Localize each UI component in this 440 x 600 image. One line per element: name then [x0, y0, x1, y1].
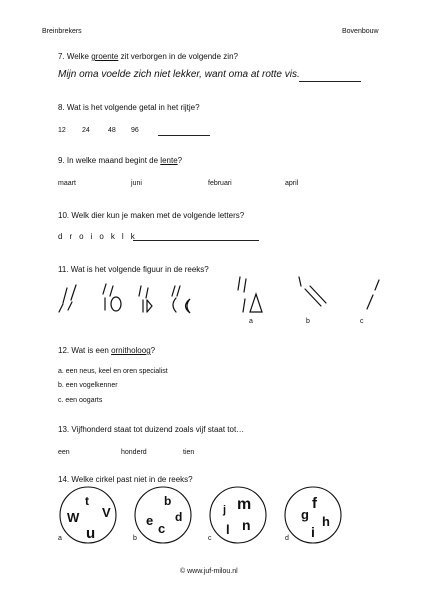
header-right: Bovenbouw	[342, 28, 379, 35]
q12-option[interactable]: b. een vogelkenner	[58, 382, 118, 389]
q14-letter: V	[102, 505, 111, 520]
q14-letter: t	[85, 494, 89, 508]
q8-number: 96	[131, 127, 139, 134]
q14-letter: f	[312, 495, 317, 512]
q11-figure-3	[139, 286, 152, 312]
q14-letter: i	[311, 524, 315, 540]
q10-answer-line[interactable]	[133, 240, 259, 241]
q13-option[interactable]: een	[58, 449, 70, 456]
q9-option[interactable]: juni	[131, 180, 142, 187]
question-13: 13. Vijfhonderd staat tot duizend zoals vijf staat tot…	[58, 425, 245, 434]
q11-label: b	[306, 318, 310, 325]
q11-label: a	[249, 318, 253, 325]
q12-suffix: ?	[150, 346, 156, 355]
q14-label: b	[133, 535, 137, 542]
q7-prefix: 7. Welke	[58, 52, 92, 61]
q14-letter: c	[158, 521, 166, 536]
q8-number: 24	[82, 127, 90, 134]
q14-letter: b	[164, 494, 172, 508]
q14-label: d	[285, 535, 289, 542]
footer-copyright: © www.juf-milou.nl	[180, 568, 238, 575]
q7-suffix: zit verborgen in de volgende zin?	[118, 52, 238, 61]
q14-circles	[0, 482, 440, 552]
q11-option-c-figure[interactable]	[367, 280, 379, 309]
q13-option[interactable]: honderd	[121, 449, 147, 456]
q14-label: a	[58, 535, 62, 542]
q14-letter: u	[86, 525, 96, 542]
q14-letter: e	[146, 513, 154, 528]
q7-highlight: groente	[91, 52, 119, 61]
q14-letter: h	[322, 514, 330, 529]
q9-option[interactable]: maart	[58, 180, 76, 187]
q8-number: 48	[108, 127, 116, 134]
q8-number: 12	[58, 127, 66, 134]
question-14: 14. Welke cirkel past niet in de reeks?	[58, 475, 193, 484]
q7-sentence: Mijn oma voelde zich niet lekker, want oma at rotte vis.	[58, 69, 300, 80]
q7-answer-line[interactable]	[299, 81, 361, 82]
question-9	[58, 156, 182, 165]
q11-figure-4	[172, 286, 190, 313]
q9-option[interactable]: april	[285, 180, 299, 187]
q10-letters: d r o i o k l k	[58, 232, 138, 241]
q11-label: c	[360, 318, 364, 325]
question-10: 10. Welk dier kun je maken met de volgende letters?	[58, 211, 245, 220]
q14-letter: n	[242, 517, 251, 533]
q14-letter: d	[175, 510, 183, 524]
q11-figure-1	[59, 285, 76, 312]
q12-option[interactable]: c. een oogarts	[58, 397, 103, 404]
question-8: 8. Wat is het volgende getal in het rijtje?	[58, 103, 200, 112]
q9-prefix: 9. In welke maand begint de	[58, 156, 161, 165]
q12-prefix: 12. Wat is een	[58, 346, 112, 355]
q11-figure-sequence	[0, 272, 440, 332]
q13-option[interactable]: tien	[183, 449, 195, 456]
q9-suffix: ?	[177, 156, 183, 165]
q12-highlight: ornitholoog	[111, 346, 151, 355]
q14-letter: W	[67, 510, 80, 525]
q8-answer-line[interactable]	[158, 135, 210, 136]
q11-option-b-figure[interactable]	[299, 277, 326, 306]
q11-figure-2	[103, 284, 121, 311]
q14-letter: j	[223, 504, 227, 516]
q14-letter: m	[237, 496, 252, 513]
q14-label: c	[208, 535, 212, 542]
question-11: 11. Wat is het volgende figuur in de reeks?	[58, 265, 209, 274]
header-left: Breinbrekers	[42, 28, 82, 35]
q11-option-a-figure[interactable]	[238, 277, 262, 312]
question-7	[58, 52, 238, 61]
q9-option[interactable]: februari	[208, 180, 232, 187]
q14-letter: l	[226, 522, 230, 537]
q14-letter: g	[301, 507, 309, 522]
question-12	[58, 346, 155, 355]
q9-highlight: lente	[160, 156, 178, 165]
q12-option[interactable]: a. een neus, keel en oren specialist	[58, 368, 168, 375]
